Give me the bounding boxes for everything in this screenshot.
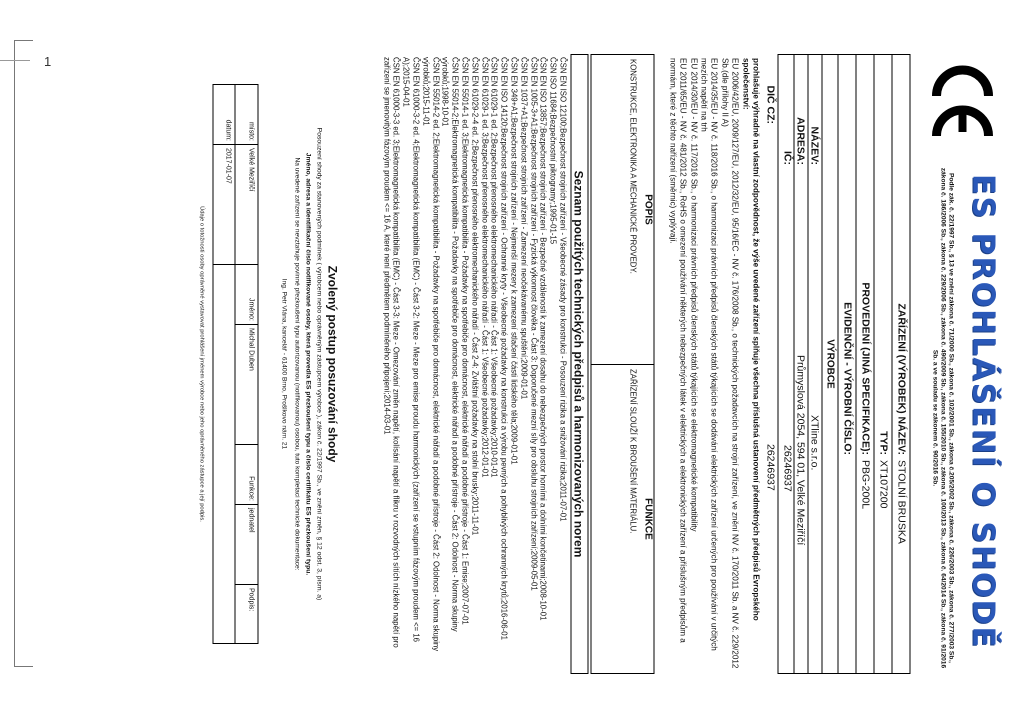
standard-item: ČSN EN ISO 14120;Bezpečnost strojních zařízení - Ochranné kryty - Všeobecné požadavky na konstrukci a výrobu pevných a pohyblivých ochranných krytů;2016-06-01: [499, 57, 509, 640]
row-serial: [838, 55, 856, 673]
sign-label: Podpis:: [247, 588, 255, 612]
procedure-line-2: Jméno, adresa a identifikační číslo notifikované osoby, která provedla ES přezkoušení typu a číslo certifikátu ES přezkoušení typu.: [304, 152, 312, 576]
standard-item: ČSN ISO 11684;Bezpečnostní piktogramy;1995-01-15: [548, 57, 558, 245]
standard-item: ČSN EN 349+A1;Bezpečnost strojních zařízení - Nejmenší mezery k zamezení stlačení části lidského těla;2009-01-01: [509, 57, 519, 465]
spec-label: PROVEDENÍ (JINÁ SPECIFIKACE):: [859, 282, 872, 455]
serial-label: EVIDENČNÍ - VÝROBNÍ ČÍSLO:: [841, 302, 854, 455]
page-header: [915, 54, 1005, 674]
signature-table: [213, 84, 259, 644]
ic-value: 26246937: [781, 445, 794, 492]
popis-title: POPIS: [642, 194, 654, 225]
description-function-box: [591, 54, 655, 674]
signature-footnote: Údaje o totožnosti osoby oprávněné vystavovat prohlášení jménem výrobce nebo jeho oprávněného zástupce a její podpis.: [198, 206, 205, 522]
type-value: XT107200: [877, 460, 890, 509]
dic-label: DIČ CZ:: [764, 85, 777, 124]
signature-area: [214, 265, 236, 643]
row-spec: [856, 55, 874, 673]
row-dic: [763, 54, 777, 674]
procedure-title: Zvolený postup posuzování shody: [325, 265, 340, 463]
scan-edge-line: [0, 60, 30, 61]
standards-title: Seznam použitých technických předpisů a harmonizovaných norem: [571, 54, 589, 674]
standards-list: [381, 57, 567, 671]
spec-value: PBG-200L: [859, 460, 872, 510]
address-label: ADRESA:: [794, 117, 807, 165]
declaration-line: EU 2014/30/EU - NV č. 117/2016 Sb., o harmonizaci právních předpisů členských států týkajících se elektromagnetické kompatibility: [689, 58, 699, 532]
maker-section-title: VÝROBCE: [822, 55, 838, 673]
standard-item: ČSN EN 61000-3-2 ed. 4;Elektromagnetická kompatibilita (EMC) - Část 3-2: Meze - Meze pro emise proudu harmonických (zařízení se vstupním fázovým proudem <= 16 A);2015-04-01: [401, 57, 421, 643]
standard-item: ČSN EN ISO 12100;Bezpečnost strojních zařízení - Všeobecné zásady pro konstrukci - Posouzení rizika a snižování rizika;2011-07-01: [558, 57, 568, 522]
address-value: Průmyslová 2054, 594 01, Velké Meziříčí: [794, 355, 807, 546]
popis-text: KONSTRUKCE, ELEKTRONIKA A MECHANICKÉ PROVEDY.: [628, 59, 638, 274]
declaration-text: [667, 58, 761, 670]
ce-mark-icon: [927, 62, 999, 142]
standard-item: ČSN EN 55014-2;Elektromagnetická kompatibilita - Požadavky na spotřebiče pro domácnost, elektrické nářadí a podobné přístroje - Část 2: Odolnost - Norma skupiny výrobků;1998-10-01: [440, 57, 460, 632]
product-form: [778, 54, 911, 674]
function-label: Funkce:: [236, 445, 258, 505]
procedure-line-4: Ing. Petr Vlána, kancelář - 61400 Brno, Prošlkovo nám. 21: [280, 278, 288, 450]
name-label-sig: Jméno:: [236, 265, 258, 325]
product-label: ZAŘÍZENÍ (VÝROBEK) NÁZEV:: [895, 303, 908, 455]
standard-item: ČSN EN 61000-3-3 ed. 3;Elektromagnetická kompatibilita (EMC) - Část 3-3: Meze - Omezování změn napětí, kolísání napětí a flikru v rozvodných sítích nízkého napětí pro zařízení se jmenovitým fázovým proudem <= 16 A, které není předmětem podmíněného připojení;2014-03-01: [382, 57, 401, 648]
standard-item: ČSN EN 61029-1 ed. 2;Bezpečnost přenosného elektromechanického nářadí - Část 1: Všeobecné požadavky;2010-01-01: [489, 57, 499, 478]
procedure-line-1: Posouzení shody za stanovených podmínek ( výrobcem nebo oprávněným zástupcem výrobce ), zákon č. 22/1997 Sb., ve znění změn, § 12 odst. 3, písm. a): [315, 127, 323, 601]
declaration-lead: prohlašuje výhradně na vlastní zodpovědnost, že výše uvedené zařízení splňuje všechna příslušná ustanovení předmětných předpisů Evropského společenství:: [741, 58, 761, 621]
page-title: ES PROHLÁŠENÍ O SHODĚ: [965, 174, 1001, 649]
place-label: místo:: [236, 85, 258, 145]
date-label: datum:: [214, 85, 236, 145]
declaration-line: EU 2011/65/EU - NV č. 481/2012 Sb., RoHS o omezení používání některých nebezpečných látek v elektrických a elektronických zařízení a příslušným předpisům a normám, které z těchto nařízení (směrnic) vyplývají.: [668, 58, 688, 643]
ic-label: IČ:: [781, 151, 794, 165]
row-type: [874, 55, 892, 673]
type-label: TYP:: [877, 431, 890, 455]
ce-logo: [927, 62, 999, 142]
function-value: jednatel: [236, 505, 258, 585]
standard-item: ČSN EN 1005-3+A1;Bezpečnost strojních zařízení - Fyzická výkonnost člověka - Část 3: Doporučené mezní síly pro obsluhu strojních zařízení;2009-05-01: [529, 57, 539, 591]
declaration-line: EU 2014/35/EU - NV č. 118/2016 Sb., o harmonizaci právních předpisů členských států týkajících se dodávání elektrických zařízení určených pro používání v určitých mezích napětí na trh: [699, 58, 719, 651]
place-value: Velké Meziříčí: [236, 145, 258, 265]
date-value: 2017-01-07: [214, 145, 236, 265]
standard-item: ČSN EN 55014-2 ed. 2;Elektromagnetická kompatibilita - Požadavky na spotřebiče pro domácnost, elektrické nářadí a podobné přístroje - Část 2: Odolnost - Norma skupiny výrobků;2015-11-01: [421, 57, 441, 652]
row-name: [808, 55, 822, 673]
standard-item: ČSN EN 61029-2-4 ed. 2;Bezpečnost přenosného elektromechanického nářadí - Část 2-4: Zvláštní požadavky na stolní brusky;2011-11-01: [470, 57, 480, 536]
standard-item: ČSN EN 55014-1 ed. 3;Elektromagnetická kompatibilita - Požadavky na spotřebiče pro domácnost, elektrické nářadí a podobné přístroje - Část 1: Emise;2007-07-01: [460, 57, 470, 625]
dic-value: 26246937: [764, 444, 777, 491]
scan-edge-bracket: [14, 40, 33, 667]
name-value-sig: Michal Duben: [236, 325, 258, 445]
row-product: [892, 55, 910, 673]
row-address: [794, 55, 808, 673]
declaration-page: [100, 54, 1005, 674]
standard-item: ČSN EN 61029-1 ed. 3;Bezpečnost přenosného elektromechanického nářadí - Část 1: Všeobecné požadavky;2012-01-01: [480, 57, 490, 478]
standard-item: ČSN EN 1037+A1;Bezpečnost strojních zařízení - Zamezení neočekávanému spuštění;2009-01-01: [519, 57, 529, 400]
legal-basis: Podle zák. č. 22/1997 Sb., § 13 ve znění zákona č. 71/2000 Sb., zákona č. 102/2001 Sb., zákona č.205/2002 Sb., zákona č. 226/2003 Sb., zákona č. 277/2003 Sb., zákona č. 186/2006 Sb., zákona č. 229/2006 Sb., zákona č. 490/2009 Sb., zákona č. 155/2010 Sb., zákona č. 100/2013 Sb., zákona č. 64/2014 Sb., zákona č. 91/2016 Sb. a ve souladu se zákonem č. 90/2016 Sb.: [931, 167, 955, 669]
declaration-line: EU 2006/42/EU, 2009/127/EU, 2012/32/EU, 95/16/EC - NV č. 176/2008 Sb., o technických požadavcích na strojní zařízení, ve znění NV č. 170/2011 Sb. a NV č. 229/2012 Sb.(dle přílohy II A): [720, 58, 740, 669]
product-value: STOLNÍ BRUSKA: [895, 460, 908, 544]
funkce-title: FUNKCE: [642, 498, 654, 540]
name-label: NÁZEV:: [808, 126, 821, 165]
standard-item: ČSN EN ISO 13857;Bezpečnost strojních zařízení - Bezpečné vzdálenosti k zamezení dosahu do nebezpečných prostor horními a dolními končetinami;2008-10-01: [538, 57, 548, 621]
funkce-text: ZAŘÍZENÍ SLOUŽÍ K BROUŠENÍ MATERIÁLU.: [628, 369, 638, 534]
procedure-line-3: Na uvedené zařízení se nevztahuje povinné přezkoušení typu autorizovanou (notifikovanou) osobou, tuto kompletaci technické dokumentace:: [293, 157, 301, 571]
name-value: XTline s.r.o.: [808, 415, 821, 471]
scan-page-mark: 1: [44, 54, 52, 69]
